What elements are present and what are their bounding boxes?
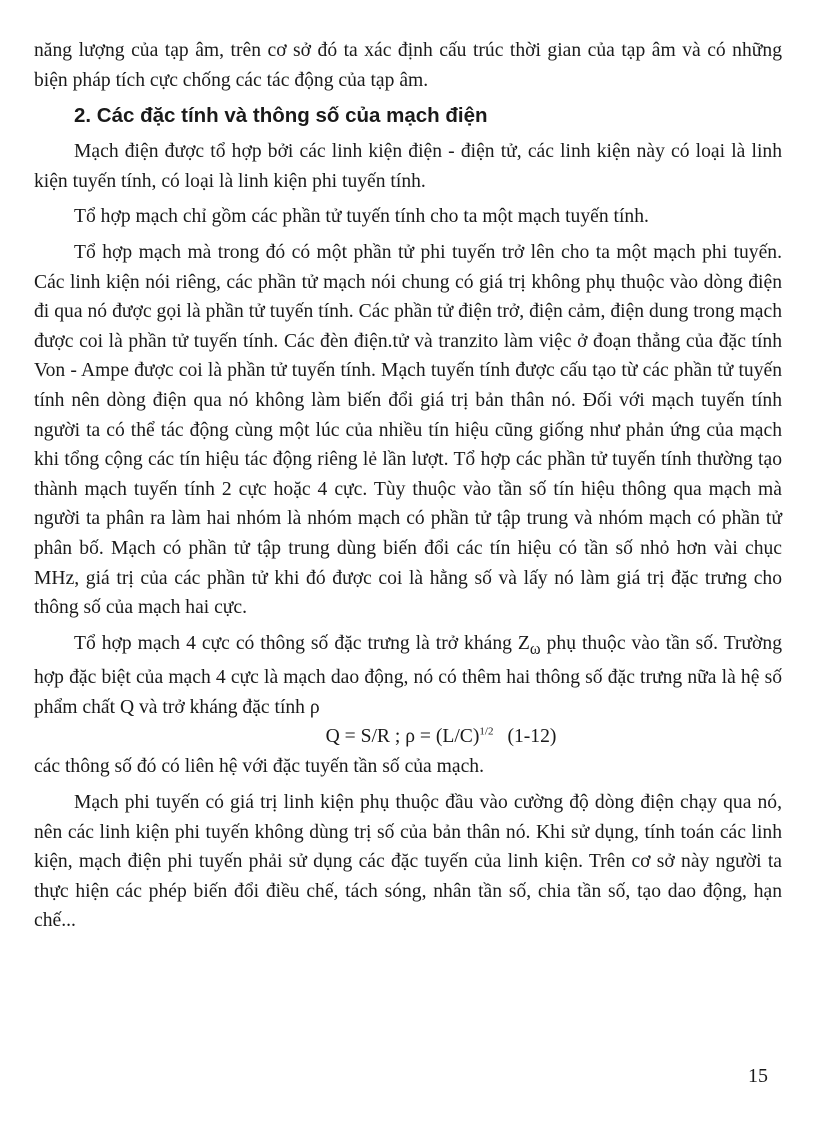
four-pole-text-end: phụ thuộc vào tần số. Trường hợp đặc biệt của mạch 4 cực là mạch dao động, nó có thêm hai thông số đặc trưng nữa là hệ số phẩm chất Q và trở kháng đặc tính ρ: [34, 632, 782, 718]
paragraph-intro: năng lượng của tạp âm, trên cơ sở đó ta xác định cấu trúc thời gian của tạp âm và có những biện pháp tích cực chống các tác động của tạp âm.: [34, 40, 782, 91]
four-pole-text-start: Tổ hợp mạch 4 cực có thông số đặc trưng là trở kháng Z: [74, 632, 530, 654]
formula-exponent: 1/2: [479, 725, 494, 738]
paragraph-nonlinear-components: Mạch phi tuyến có giá trị linh kiện phụ thuộc đầu vào cường độ dòng điện chạy qua nó, nên các linh kiện phi tuyến không dùng trị số của bản thân nó. Khi sử dụng, tính toán các linh kiện, mạch điện phi tuyến phải sử dụng các đặc tuyến của linh kiện. Trên cơ sở này người ta thực hiện các phép biến đổi điều chế, tách sóng, nhân tần số, chia tần số, tạo dao động, hạn chế...: [34, 791, 782, 932]
formula-number: (1-12): [507, 726, 557, 748]
paragraph-nonlinear-definition: Tổ hợp mạch mà trong đó có một phần tử phi tuyến trở lên cho ta một mạch phi tuyến. Các linh kiện nói riêng, các phần tử mạch nói chung có giá trị không phụ thuộc vào dòng điện đi qua nó được gọi là phần tử tuyến tính. Các phần tử điện trở, điện cảm, điện dung trong mạch được coi là phần tử tuyến tính. Các đèn điện.tử và tranzito làm việc ở đoạn thẳng của đặc tính Von - Ampe được coi là phần tử tuyến tính. Mạch tuyến tính được cấu tạo từ các phần tử tuyến tính nên dòng điện qua nó không làm biến đổi giá trị bản thân nó. Đối với mạch tuyến tính người ta có thể tác động cùng một lúc của nhiều tín hiệu cũng giống như phản ứng của mạch khi tổng cộng các tín hiệu tác động riêng lẻ lần lượt. Tổ hợp các phần tử tuyến tính thường tạo thành mạch tuyến tính 2 cực hoặc 4 cực. Tùy thuộc vào tần số tín hiệu thông qua mạch mà người ta phân ra làm hai nhóm là nhóm mạch có phần tử tập trung và nhóm mạch có phần tử phân bố. Mạch có phần tử tập trung dùng biến đổi các tín hiệu có tần số nhỏ hơn vài chục MHz, giá trị của các phần tử khi đó được coi là hằng số và lấy nó làm giá trị đặc trưng cho thông số của mạch hai cực.: [34, 241, 782, 619]
paragraph-components: Mạch điện được tổ hợp bởi các linh kiện điện - điện tử, các linh kiện này có loại là linh kiện tuyến tính, có loại là linh kiện phi tuyến tính.: [34, 141, 782, 192]
impedance-subscript: ω: [529, 638, 541, 658]
page-number: 15: [748, 1065, 768, 1087]
formula-1-12: [34, 722, 782, 752]
formula-expression: Q = S/R ; ρ = (L/C): [325, 726, 480, 748]
paragraph-frequency-relation: các thông số đó có liên hệ với đặc tuyến tần số của mạch.: [34, 756, 484, 778]
section-heading: 2. Các đặc tính và thông số của mạch điện: [74, 104, 488, 128]
page-body: [34, 36, 782, 936]
paragraph-four-pole: [34, 629, 782, 723]
paragraph-linear-circuit: Tổ hợp mạch chỉ gồm các phần tử tuyến tính cho ta một mạch tuyến tính.: [74, 206, 649, 228]
